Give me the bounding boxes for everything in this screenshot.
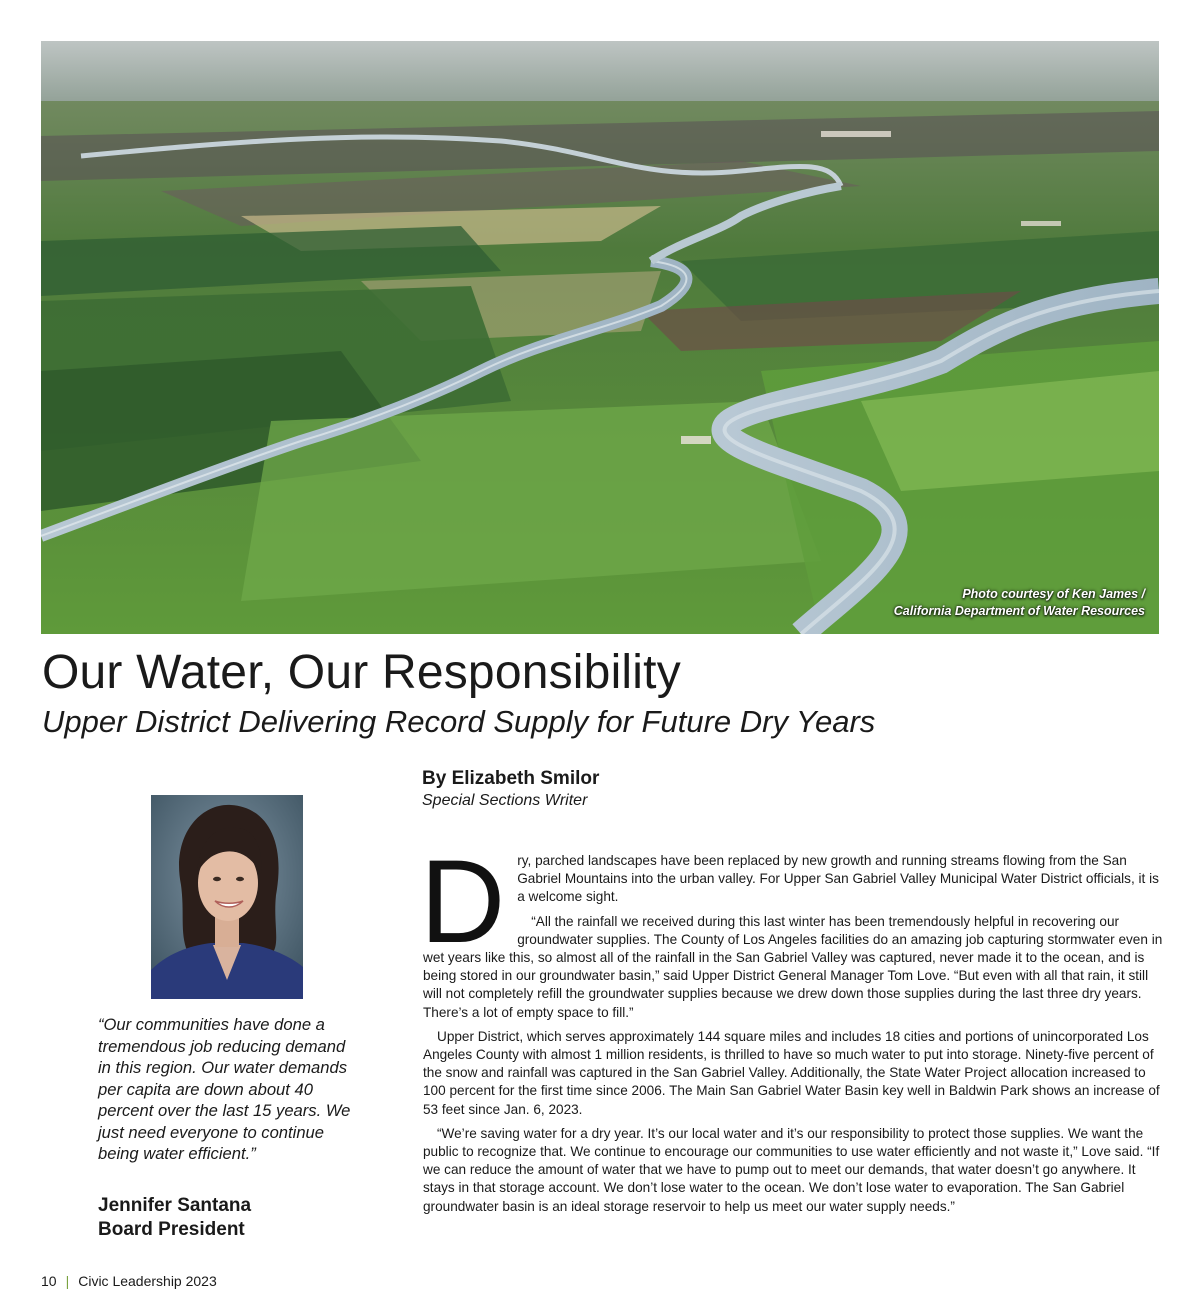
drop-cap: D: [420, 836, 506, 968]
hero-photo: [41, 41, 1159, 634]
byline-author: By Elizabeth Smilor: [422, 768, 600, 789]
quote-author-title: Board President: [98, 1219, 245, 1240]
article-paragraph-3: Upper District, which serves approximately 144 square miles and includes 18 cities and portions of unincorporated Los Angeles County with almost 1 million residents, is thrilled to have so much water to put into storage. Ninety-five percent of the snow and rainfall was captured in the San Gabriel Valley. Additionally, the State Water Project allocation increased to 100 percent for the first time since 2006. The Main San Gabriel Water Basin key well in Baldwin Park shows an increase of 53 feet since Jan. 6, 2023.: [423, 1028, 1160, 1117]
paragraph-1-text: ry, parched landscapes have been replaced by new growth and running streams flowing from the San Gabriel Mountains into the urban valley. For Upper San Gabriel Valley Municipal Water District officials, it is a welcome sight.: [517, 853, 1159, 905]
article-body: [420, 836, 1163, 1222]
article-subtitle: Upper District Delivering Record Supply for Future Dry Years: [42, 704, 876, 739]
quote-attribution: [98, 1194, 360, 1242]
photo-credit-line2: California Department of Water Resources: [893, 604, 1145, 618]
portrait-photo: [151, 795, 303, 999]
aqueduct-aerial-image: [41, 41, 1159, 634]
article-paragraph-4: “We’re saving water for a dry year. It’s our local water and it’s our responsibility to protect those supplies. We want the public to recognize that. We continue to encourage our communities to use water efficiently and not waste it,” Love said. “If we can reduce the amount of water that we have to pump out to meet our demands, that water doesn’t go anywhere. It stays in that storage account. We don’t lose water to the ocean. We don’t lose water to evaporation. The San Gabriel groundwater basin is an ideal storage reservoir to help us meet our water supply needs.”: [423, 1125, 1160, 1214]
article-paragraph-2: “All the rainfall we received during this last winter has been tremendously helpful in recovering our groundwater supplies. The County of Los Angeles facilities do an amazing job capturing stormwater even in wet years like this, so almost all of the rainfall in the San Gabriel Valley was captured, never made it to the ocean, and is being stored in our groundwater basin,” said Upper District General Manager Tom Love. “But even with all that rain, it still will not completely refill the groundwater supplies because we drew down those supplies during the last three dry years. There’s a lot of empty space to fill.”: [423, 913, 1163, 1020]
page-footer: [41, 1273, 217, 1289]
publication-name: Civic Leadership 2023: [78, 1273, 217, 1289]
pull-quote: “Our communities have done a tremendous job reducing demand in this region. Our water demands per capita are down about 40 percent over the last 15 years. We just need everyone to continue being water efficient.”: [98, 1015, 351, 1163]
page-number: 10: [41, 1273, 57, 1289]
photo-credit: [894, 586, 1145, 620]
byline-role: Special Sections Writer: [422, 792, 588, 809]
article-title: Our Water, Our Responsibility: [42, 646, 681, 699]
quote-author-name: Jennifer Santana: [98, 1195, 252, 1216]
photo-credit-line1: Photo courtesy of Ken James /: [962, 587, 1145, 601]
board-president-portrait: [151, 795, 303, 999]
footer-separator: |: [65, 1273, 70, 1289]
